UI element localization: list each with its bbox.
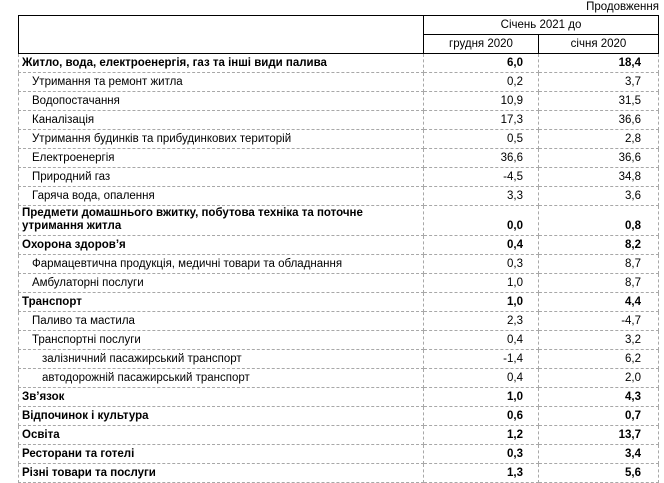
value-to-jan-2020: 0,7: [539, 407, 659, 426]
header-row-period: [19, 16, 659, 35]
category-label: автодорожній пасажирський транспорт: [19, 369, 424, 388]
value-to-dec-2020: 3,3: [424, 187, 539, 206]
value-to-dec-2020: -4,5: [424, 168, 539, 187]
value-to-jan-2020: 4,3: [539, 388, 659, 407]
table-row: [19, 388, 659, 407]
category-label: залізничний пасажирський транспорт: [19, 350, 424, 369]
category-label: Предмети домашнього вжитку, побутова техніка та поточне утримання житла: [19, 206, 424, 236]
category-label: Зв’язок: [19, 388, 424, 407]
value-to-dec-2020: 0,3: [424, 445, 539, 464]
header-col-prev-year: січня 2020: [539, 35, 659, 54]
continuation-label: Продовження: [586, 1, 659, 13]
category-label: Гаряча вода, опалення: [19, 187, 424, 206]
value-to-jan-2020: 3,2: [539, 331, 659, 350]
category-label: Амбулаторні послуги: [19, 274, 424, 293]
value-to-jan-2020: 2,0: [539, 369, 659, 388]
table-row: [19, 149, 659, 168]
category-label: Фармацевтична продукція, медичні товари та обладнання: [19, 255, 424, 274]
table-row: [19, 293, 659, 312]
value-to-jan-2020: 6,2: [539, 350, 659, 369]
table-row: [19, 274, 659, 293]
value-to-dec-2020: 1,2: [424, 426, 539, 445]
value-to-dec-2020: 0,0: [424, 206, 539, 236]
value-to-dec-2020: 2,3: [424, 312, 539, 331]
value-to-jan-2020: 36,6: [539, 149, 659, 168]
table-row: [19, 187, 659, 206]
category-label: Утримання будинків та прибудинкових територій: [19, 130, 424, 149]
value-to-dec-2020: 0,3: [424, 255, 539, 274]
value-to-dec-2020: 17,3: [424, 111, 539, 130]
category-label: Каналізація: [19, 111, 424, 130]
value-to-dec-2020: 0,4: [424, 236, 539, 255]
category-label: Освіта: [19, 426, 424, 445]
table-row: [19, 255, 659, 274]
value-to-dec-2020: 1,0: [424, 274, 539, 293]
value-to-jan-2020: 18,4: [539, 54, 659, 73]
category-label: Природний газ: [19, 168, 424, 187]
table-row: [19, 111, 659, 130]
value-to-dec-2020: 0,2: [424, 73, 539, 92]
value-to-jan-2020: 3,4: [539, 445, 659, 464]
category-label: Охорона здоров’я: [19, 236, 424, 255]
table-row: [19, 236, 659, 255]
value-to-dec-2020: 0,4: [424, 369, 539, 388]
value-to-jan-2020: 8,2: [539, 236, 659, 255]
value-to-dec-2020: 36,6: [424, 149, 539, 168]
value-to-jan-2020: 8,7: [539, 274, 659, 293]
table-row: [19, 407, 659, 426]
category-label: Електроенергія: [19, 149, 424, 168]
value-to-jan-2020: -4,7: [539, 312, 659, 331]
value-to-dec-2020: -1,4: [424, 350, 539, 369]
category-label: Ресторани та готелі: [19, 445, 424, 464]
value-to-dec-2020: 10,9: [424, 92, 539, 111]
category-label: Відпочинок і культура: [19, 407, 424, 426]
value-to-dec-2020: 1,0: [424, 293, 539, 312]
table-row: [19, 206, 659, 236]
category-label: Різні товари та послуги: [19, 464, 424, 483]
category-label: Паливо та мастила: [19, 312, 424, 331]
table-row: [19, 350, 659, 369]
value-to-jan-2020: 4,4: [539, 293, 659, 312]
table-row: [19, 464, 659, 483]
table-row: [19, 312, 659, 331]
value-to-dec-2020: 0,4: [424, 331, 539, 350]
table-row: [19, 445, 659, 464]
value-to-jan-2020: 8,7: [539, 255, 659, 274]
value-to-jan-2020: 2,8: [539, 130, 659, 149]
table-row: [19, 426, 659, 445]
table-row: [19, 331, 659, 350]
table-row: [19, 54, 659, 73]
value-to-dec-2020: 6,0: [424, 54, 539, 73]
value-to-dec-2020: 0,5: [424, 130, 539, 149]
table-row: [19, 73, 659, 92]
value-to-jan-2020: 31,5: [539, 92, 659, 111]
table-body: [19, 54, 659, 483]
table-header: [19, 16, 659, 54]
category-label: Утримання та ремонт житла: [19, 73, 424, 92]
cpi-table: [18, 15, 659, 483]
value-to-jan-2020: 3,6: [539, 187, 659, 206]
table-row: [19, 92, 659, 111]
table-row: [19, 168, 659, 187]
table-row: [19, 130, 659, 149]
category-label: Житло, вода, електроенергія, газ та інші види палива: [19, 54, 424, 73]
value-to-dec-2020: 1,0: [424, 388, 539, 407]
header-empty-cell: [19, 16, 424, 54]
category-label: Водопостачання: [19, 92, 424, 111]
table-row: [19, 369, 659, 388]
category-label: Транспорт: [19, 293, 424, 312]
value-to-jan-2020: 0,8: [539, 206, 659, 236]
value-to-dec-2020: 0,6: [424, 407, 539, 426]
value-to-jan-2020: 36,6: [539, 111, 659, 130]
value-to-dec-2020: 1,3: [424, 464, 539, 483]
category-label: Транспортні послуги: [19, 331, 424, 350]
header-period-span: Січень 2021 до: [424, 16, 659, 35]
value-to-jan-2020: 5,6: [539, 464, 659, 483]
header-col-prev-month: грудня 2020: [424, 35, 539, 54]
value-to-jan-2020: 3,7: [539, 73, 659, 92]
value-to-jan-2020: 13,7: [539, 426, 659, 445]
value-to-jan-2020: 34,8: [539, 168, 659, 187]
